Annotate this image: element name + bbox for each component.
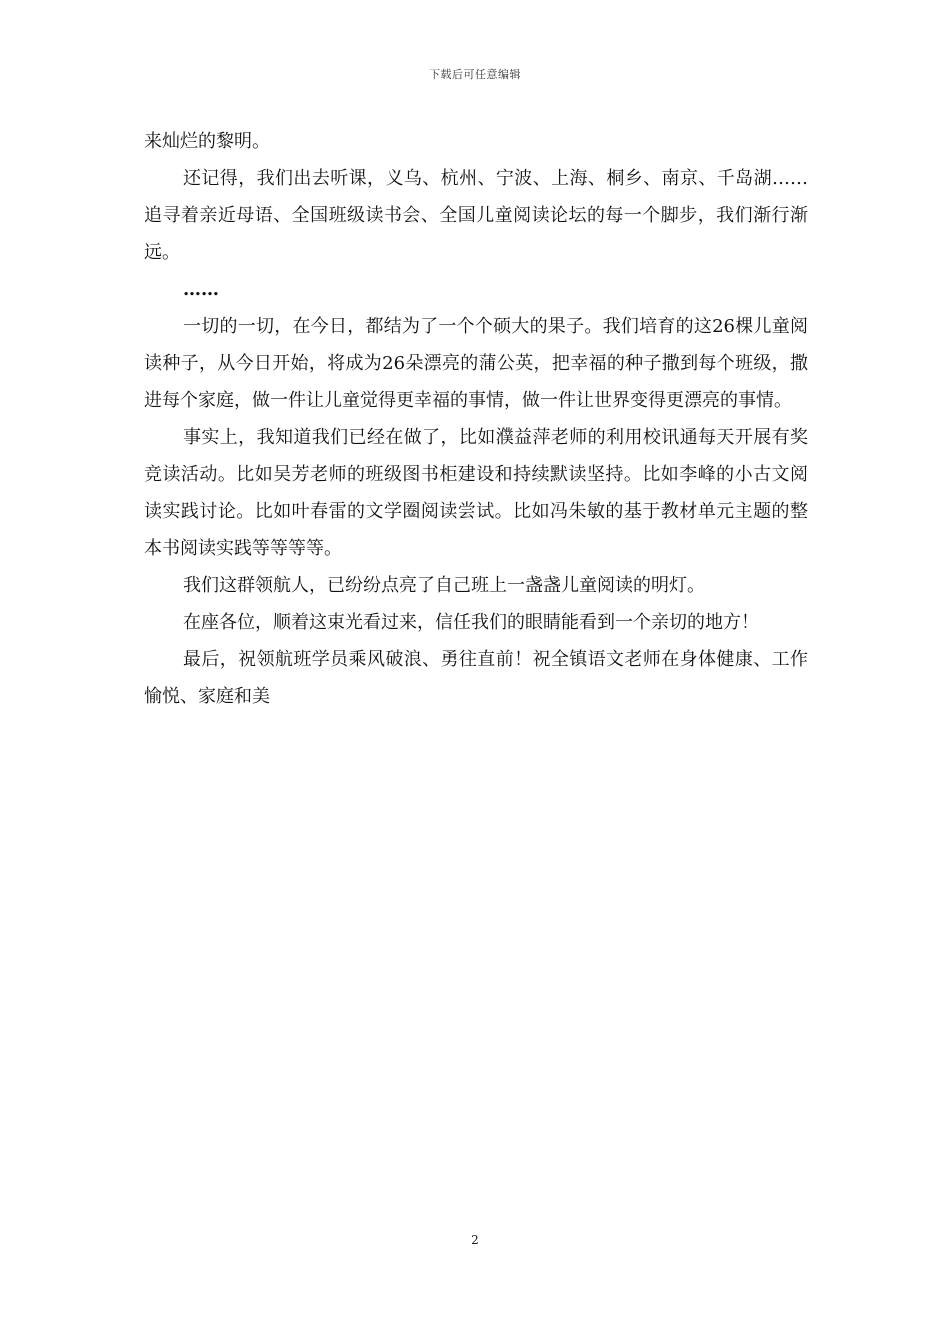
paragraph-3: …… bbox=[183, 279, 219, 300]
paragraph-1: 来灿烂的黎明。 bbox=[144, 131, 270, 152]
page-header: 下载后可任意编辑 bbox=[429, 68, 521, 81]
paragraph-8: 最后，祝领航班学员乘风破浪、勇往直前！祝全镇语文老师在身体健康、工作愉悦、家庭和美 bbox=[144, 649, 808, 707]
paragraph-2: 还记得，我们出去听课，义乌、杭州、宁波、上海、桐乡、南京、千岛湖……追寻着亲近母语、全国班级读书会、全国儿童阅读论坛的每一个脚步，我们渐行渐远。 bbox=[144, 168, 808, 263]
paragraph-5: 事实上，我知道我们已经在做了，比如濮益萍老师的利用校讯通每天开展有奖竞读活动。比如吴芳老师的班级图书柜建设和持续默读坚持。比如李峰的小古文阅读实践讨论。比如叶春雷的文学圈阅读尝试。比如冯朱敏的基于教材单元主题的整本书阅读实践等等等等。 bbox=[144, 427, 808, 559]
paragraph-7: 在座各位，顺着这束光看过来，信任我们的眼睛能看到一个亲切的地方！ bbox=[183, 612, 759, 633]
paragraph-6: 我们这群领航人，已纷纷点亮了自己班上一盏盏儿童阅读的明灯。 bbox=[183, 575, 705, 596]
document-body bbox=[144, 123, 808, 715]
paragraph-4: 一切的一切，在今日，都结为了一个个硕大的果子。我们培育的这26棵儿童阅读种子，从今日开始，将成为26朵漂亮的蒲公英，把幸福的种子撒到每个班级，撒进每个家庭，做一件让儿童觉得更幸福的事情，做一件让世界变得更漂亮的事情。 bbox=[144, 316, 808, 411]
page-number: 2 bbox=[471, 1233, 479, 1247]
